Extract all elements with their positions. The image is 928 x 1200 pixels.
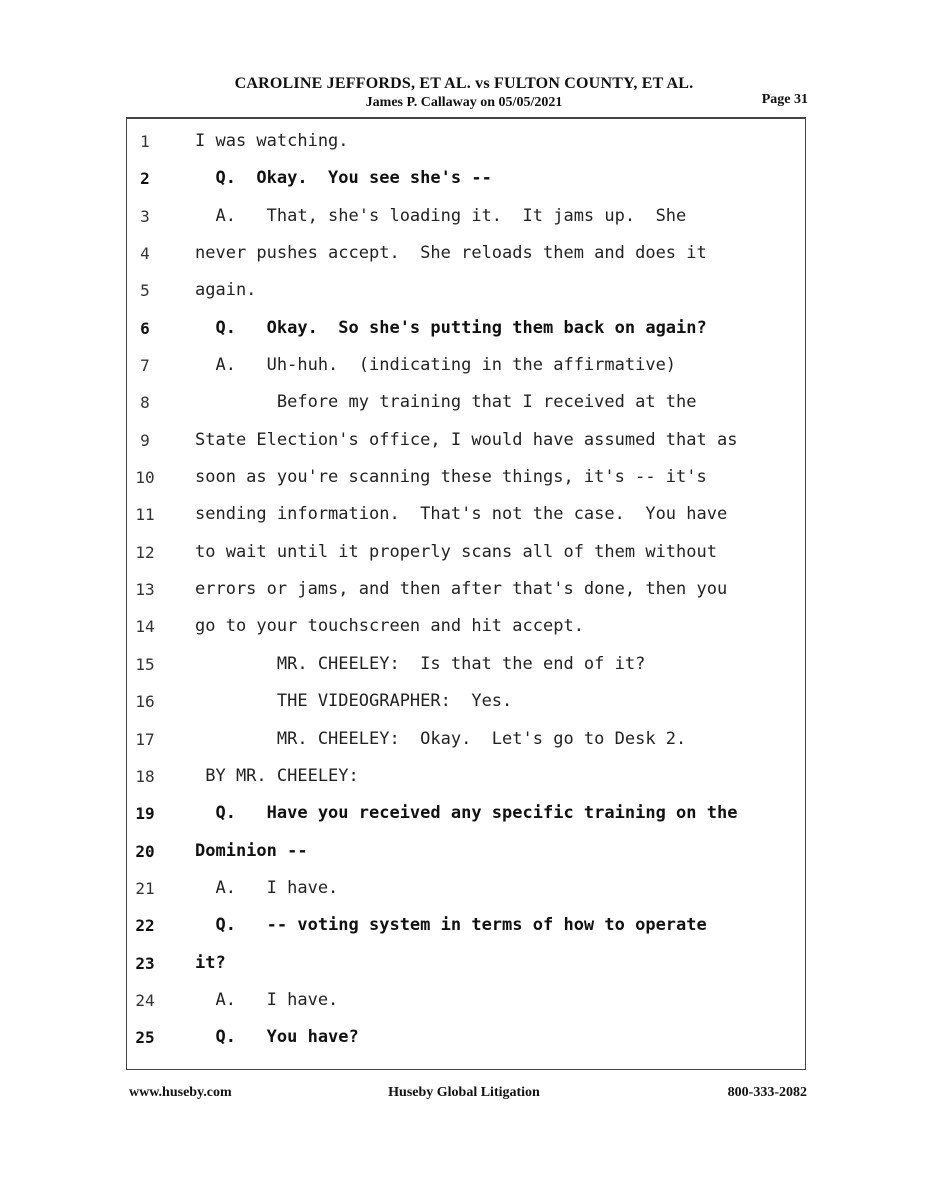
transcript-line: [0, 496, 928, 533]
line-number: 23: [135, 953, 155, 973]
transcript-line: [0, 646, 928, 683]
line-text: A. I have.: [195, 877, 339, 898]
line-number: 3: [140, 206, 150, 226]
line-number: 8: [140, 393, 150, 413]
line-number: 17: [135, 729, 155, 749]
transcript-line: [0, 384, 928, 421]
line-number: 13: [135, 580, 155, 600]
footer-phone: 800-333-2082: [727, 1085, 807, 1100]
transcript-line: [0, 833, 928, 870]
transcript-line: [0, 758, 928, 795]
line-text: Q. Okay. So she's putting them back on again?: [195, 317, 707, 338]
footer-website: www.huseby.com: [129, 1085, 232, 1100]
line-number: 6: [140, 318, 150, 338]
line-text: Q. -- voting system in terms of how to operate: [195, 915, 707, 936]
line-text: A. I have.: [195, 989, 339, 1010]
line-text: never pushes accept. She reloads them and does it: [195, 243, 707, 264]
line-text: Dominion --: [195, 840, 308, 861]
line-text: MR. CHEELEY: Okay. Let's go to Desk 2.: [195, 728, 687, 749]
line-text: MR. CHEELEY: Is that the end of it?: [195, 653, 646, 674]
line-number: 16: [135, 692, 155, 712]
line-number: 2: [140, 169, 150, 189]
transcript-line: [0, 721, 928, 758]
transcript-line: [0, 272, 928, 309]
line-text: I was watching.: [195, 131, 349, 151]
transcript-line: [0, 235, 928, 272]
line-number: 12: [135, 542, 155, 562]
line-text: Q. You have?: [195, 1027, 359, 1048]
line-text: soon as you're scanning these things, it's -- it's: [195, 467, 707, 488]
transcript-line: [0, 347, 928, 384]
line-text: go to your touchscreen and hit accept.: [195, 616, 584, 637]
line-number: 5: [140, 281, 150, 301]
line-number: 1: [140, 132, 150, 151]
transcript-line: [0, 683, 928, 720]
line-text: BY MR. CHEELEY:: [195, 765, 359, 786]
line-number: 10: [135, 468, 155, 488]
transcript-line: [0, 534, 928, 571]
line-text: THE VIDEOGRAPHER: Yes.: [195, 691, 513, 712]
transcript-line: [0, 907, 928, 944]
line-text: errors or jams, and then after that's done, then you: [195, 579, 728, 600]
line-text: Before my training that I received at the: [195, 392, 697, 413]
transcript-line: [0, 422, 928, 459]
line-number: 24: [135, 990, 155, 1010]
transcript-line: [0, 198, 928, 235]
transcript-line: [0, 459, 928, 496]
transcript-lines: [0, 123, 928, 1057]
line-number: 22: [135, 916, 155, 936]
line-number: 11: [135, 505, 155, 525]
deponent-date: James P. Callaway on 05/05/2021: [365, 95, 563, 110]
line-text: it?: [195, 952, 226, 973]
line-text: Q. Okay. You see she's --: [195, 168, 492, 189]
transcript-line: [0, 982, 928, 1019]
transcript-line: [0, 795, 928, 832]
line-text: sending information. That's not the case. You have: [195, 504, 728, 525]
case-title: CAROLINE JEFFORDS, ET AL. vs FULTON COUNTY, ET AL.: [234, 75, 694, 92]
line-number: 21: [135, 878, 155, 898]
line-text: to wait until it properly scans all of them without: [195, 541, 717, 562]
line-number: 15: [135, 654, 155, 674]
transcript-line: [0, 310, 928, 347]
line-number: 9: [140, 430, 150, 450]
transcript-line: [0, 945, 928, 982]
transcript-line: [0, 1019, 928, 1056]
footer-company: Huseby Global Litigation: [388, 1085, 540, 1100]
transcript-line: [0, 870, 928, 907]
line-number: 19: [135, 804, 155, 824]
line-text: A. That, she's loading it. It jams up. She: [195, 205, 687, 226]
page-number: Page 31: [761, 92, 808, 107]
line-number: 18: [135, 766, 155, 786]
transcript-line: [0, 160, 928, 197]
line-text: State Election's office, I would have assumed that as: [195, 429, 738, 450]
transcript-line: [0, 123, 928, 160]
transcript-line: [0, 608, 928, 645]
line-number: 14: [135, 617, 155, 637]
line-text: Q. Have you received any specific training on the: [195, 803, 738, 824]
line-number: 7: [140, 356, 150, 376]
line-number: 20: [135, 841, 155, 861]
line-number: 4: [140, 244, 150, 264]
transcript-line: [0, 571, 928, 608]
line-text: again.: [195, 280, 257, 301]
line-number: 25: [135, 1028, 155, 1048]
line-text: A. Uh-huh. (indicating in the affirmative): [195, 355, 677, 376]
